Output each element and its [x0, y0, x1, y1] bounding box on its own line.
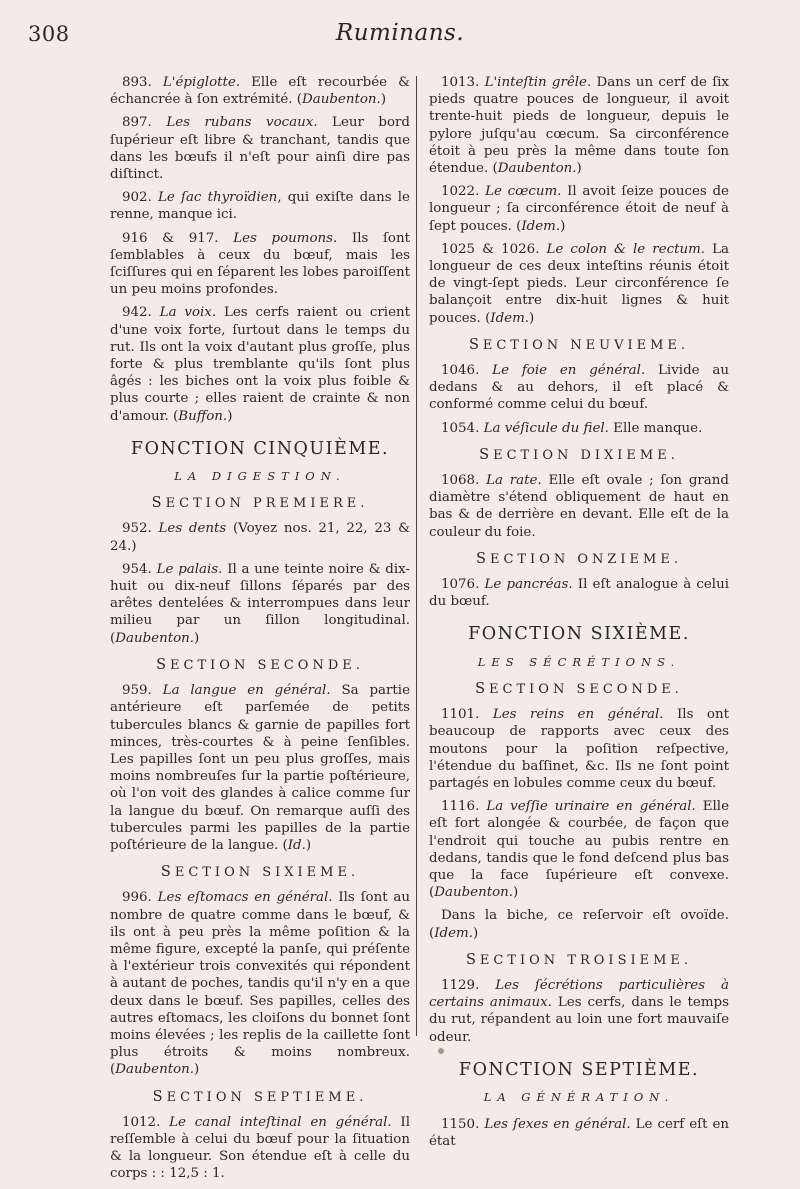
section-rest: ECTION SEPTIEME. [166, 1089, 368, 1105]
section-initial: S [465, 951, 480, 968]
entry-number: 1129. [441, 977, 480, 993]
entry-text: Les cerfs, dans le temps du rut, répandent au loin une fort mauvaiſe odeur. [429, 995, 730, 1045]
entry-number: 954. [122, 561, 152, 577]
section-heading [110, 657, 410, 674]
entry-title: Les ſexes en général. [484, 1117, 631, 1133]
entry-number: 1025 & 1026. [441, 241, 540, 257]
entry-number: 1068. [441, 473, 480, 489]
section-initial: S [468, 336, 483, 353]
entry-number: 902. [122, 190, 152, 206]
entry-text: Il eſt analogue à celui du bœuf. [429, 577, 729, 610]
section-rest: ECTION SECONDE. [489, 681, 683, 697]
entry-title: Le ſac thyroïdien [158, 190, 278, 206]
entry-title: Le palais. [156, 561, 223, 577]
entry-close: ) [194, 630, 200, 646]
section-rest: ECTION DIXIEME. [493, 447, 679, 463]
article-entry [110, 682, 410, 854]
entry-number: 942. [122, 305, 152, 321]
entry-close: ) [513, 885, 519, 901]
section-heading [429, 447, 729, 464]
entry-title: Les ſécrétions particulières à certains animaux. [429, 977, 729, 1011]
section-heading [429, 952, 729, 969]
article-entry [429, 420, 729, 437]
entry-title: Les poumons. [233, 230, 338, 246]
entry-close: ) [305, 837, 312, 853]
section-heading [429, 337, 729, 354]
entry-title: La langue en général. [162, 683, 331, 699]
article-entry [429, 74, 729, 177]
entry-close: ) [227, 408, 233, 424]
entry-text: Dans un cerf de ſix pieds quatre pouces de longueur, il avoit trente-huit pieds de longueur, depuis le pylore juſqu'au cœcum. Sa circonférence étoit à peu près la même dans toute ſon étendue. ( [429, 75, 729, 177]
entry-source: Id. [287, 837, 306, 853]
fonction-heading: FONCTION SIXIÈME. [468, 624, 690, 645]
entry-text: Ils ſont au nombre de quatre comme dans le bœuf, & ils ont à peu près la même poſition & la même figure, excepté la panſe, qui préſente à l'extérieur trois convexités qui répondent à autant de poches, tandis qu'il n'y en a que deux dans le bœuf. Ses papilles, celles des autres eſtomacs, les cloiſons du bonnet ſont moins élevées ; les replis de la caillette ſont plus étroits & moins nombreux. ( [110, 890, 410, 1078]
article-entry [110, 561, 410, 647]
entry-title: Le colon & le rectum. [546, 241, 706, 257]
section-rest: ECTION SIXIEME. [174, 865, 360, 881]
fonction-heading: FONCTION CINQUIÈME. [130, 438, 390, 459]
article-entry [429, 362, 729, 414]
entry-text: La longueur de ces deux inteſtins réunis étoit de vingt-ſept pieds. Leur circonférence ſe balançoit entre dix-huit lignes & huit pouces. ( [429, 241, 729, 326]
entry-number: 1116. [441, 799, 480, 815]
entry-text: Elle manque. [608, 420, 703, 436]
entry-text: Elle eſt ovale ; ſon grand diamètre s'étend obliquement de haut en bas & de derrière en devant. Elle eſt de la couleur du foie. [429, 473, 729, 540]
entry-title: L'épiglotte. [162, 75, 241, 90]
entry-source: Idem. [490, 310, 530, 326]
running-title: Ruminans. [335, 20, 465, 46]
entry-title: La voix. [159, 305, 217, 321]
fonction-subtitle: LA DIGESTION. [174, 469, 346, 484]
section-heading [110, 864, 410, 881]
entry-close: ) [472, 925, 479, 941]
entry-title: Le cœcum. [485, 184, 562, 200]
ink-mark [438, 1048, 444, 1054]
fonction-subtitle: LA GÉNÉRATION. [483, 1089, 675, 1104]
entry-source: Daubenton. [434, 885, 514, 901]
section-heading [110, 495, 410, 512]
section-initial: S [475, 680, 490, 697]
column-divider [416, 76, 417, 1036]
entry-number: 1054. [441, 420, 480, 436]
section-initial: S [156, 656, 171, 673]
entry-number: 1076. [441, 577, 480, 593]
entry-number: 1046. [441, 363, 480, 379]
article-entry [110, 520, 410, 554]
entry-title: Le pancréas. [484, 577, 573, 593]
article-entry [110, 230, 410, 299]
entry-title: Le canal inteſtinal en général. [169, 1114, 392, 1130]
entry-number: 996. [122, 890, 152, 906]
entry-close: ) [194, 1062, 200, 1078]
entry-source: Idem. [521, 218, 561, 234]
section-initial: S [160, 864, 175, 881]
fonction-heading: FONCTION SEPTIÈME. [458, 1059, 700, 1080]
section-heading [110, 1089, 410, 1106]
entry-source: Daubenton. [115, 1062, 195, 1078]
section-initial: S [152, 1088, 167, 1105]
section-initial: S [151, 495, 166, 512]
article-entry [110, 1114, 410, 1183]
left-column [110, 74, 410, 1189]
entry-close: ) [576, 161, 582, 177]
section-rest: ECTION ONZIEME. [489, 551, 682, 567]
article-entry [110, 304, 410, 424]
entry-text: Il a une teinte noire & dix-huit ou dix-neuf ſillons ſéparés par des arêtes dentelées & interrompues dans leur milieu par un ſillon longitudinal. ( [110, 561, 410, 646]
entry-number: 916 & 917. [122, 230, 219, 246]
entry-number: 1013. [441, 75, 480, 90]
section-initial: S [479, 446, 494, 463]
entry-close: ) [380, 92, 387, 108]
entry-text: Le cerf eſt en état [429, 1117, 729, 1150]
entry-title: Le foie en général. [492, 363, 646, 379]
section-rest: ECTION SECONDE. [170, 657, 364, 673]
article-paragraph [429, 907, 729, 941]
entry-number: 1022. [441, 184, 480, 200]
entry-text: Dans la biche, ce reſervoir eſt ovoïde. ( [429, 908, 729, 941]
entry-source: Daubenton. [115, 630, 195, 646]
entry-text: (Voyez nos. 21, 22, 23 & 24.) [110, 521, 410, 554]
article-entry [110, 189, 410, 223]
article-entry [110, 74, 410, 108]
fonction-subtitle: LES SÉCRÉTIONS. [477, 654, 681, 669]
entry-text: Ils ſont ſemblables à ceux du bœuf, mais les ſciſſures qui en ſéparent les lobes paroiſſent un peu moins profondes. [110, 230, 411, 298]
section-rest: ECTION PREMIERE. [165, 496, 369, 512]
entry-text: Leur bord ſupérieur eſt libre & tranchant, tandis que dans les bœufs il n'eſt pour ainſi dire pas diſtinct. [110, 115, 410, 183]
article-entry [429, 576, 729, 610]
section-heading [429, 681, 729, 698]
entry-number: 1101. [441, 707, 480, 723]
entry-text: Livide au dedans & au dehors, il eſt placé & conformé comme celui du bœuf. [429, 363, 729, 413]
section-rest: ECTION TROISIEME. [479, 952, 693, 968]
article-entry [429, 241, 729, 327]
entry-text: Il reſſemble à celui du bœuf pour la ſituation & la longueur. Son étendue eſt à celle du corps : : 12,5 : 1. [110, 1114, 410, 1182]
entry-source: Buffon. [178, 408, 228, 424]
entry-text: Ils ont beaucoup de rapports avec ceux des moutons pour la poſition reſpective, l'étendue du baſſinet, &c. Ils ne ſont point partagés en lobules comme ceux du bœuf. [429, 707, 729, 791]
entry-text: , qui exiſte dans le renne, manque ici. [110, 190, 410, 223]
entry-number: 893. [122, 75, 152, 90]
entry-text: Elle eſt recourbée & échancrée à ſon extrémité. ( [110, 75, 410, 108]
entry-title: L'inteſtin grêle. [484, 75, 592, 90]
article-entry [110, 889, 410, 1078]
section-rest: ECTION NEUVIEME. [482, 337, 690, 353]
article-entry [429, 183, 729, 235]
article-entry [429, 706, 729, 792]
article-entry [110, 114, 410, 183]
section-initial: S [476, 550, 490, 567]
entry-number: 1012. [122, 1114, 161, 1130]
entry-title: Les rubans vocaux. [166, 115, 318, 131]
article-entry [429, 472, 729, 541]
entry-source: Daubenton. [497, 161, 577, 177]
entry-number: 1150. [441, 1117, 480, 1133]
entry-close: ) [529, 310, 535, 326]
article-entry [429, 798, 729, 901]
entry-title: La rate. [486, 473, 542, 489]
entry-text: Sa partie antérieure eſt parſemée de petits tubercules blancs & garnie de papilles fort minces, très-courtes & à peine ſenſibles. Les papilles ſont un peu plus groſſes, mais moins nombreuſes ſur la partie poſtérieure, où l'on voit des glandes à calice comme ſur la langue du bœuf. On remarque auſſi des tubercules parmi les papilles de la partie poſtérieure de la langue. ( [110, 683, 410, 853]
entry-title: Les eſtomacs en général. [157, 890, 333, 906]
entry-title: Les reins en général. [492, 707, 664, 723]
entry-number: 897. [122, 115, 152, 131]
entry-close: ) [560, 218, 566, 234]
section-heading [429, 551, 729, 568]
entry-number: 959. [122, 683, 152, 699]
entry-source: Idem. [434, 925, 473, 941]
page-number: 308 [28, 22, 70, 46]
entry-text: Il avoit ſeize pouces de longueur ; ſa circonférence étoit de neuf à ſept pouces. ( [429, 184, 729, 234]
entry-title: La véſicule du fiel. [483, 420, 609, 436]
entry-number: 952. [122, 521, 152, 537]
entry-text: Elle eſt fort alongée & courbée, de façon que l'endroit qui touche au pubis rentre en dedans, tandis que le fond deſcend plus bas que la face ſupérieure eſt convexe. ( [429, 799, 729, 901]
entry-source: Daubenton. [302, 92, 381, 108]
entry-title: La veſſie urinaire en général. [486, 799, 696, 815]
entry-title: Les dents [158, 521, 227, 537]
article-entry [429, 977, 729, 1046]
entry-text: Les cerfs raient ou crient d'une voix forte, ſurtout dans le temps du rut. Ils ont la voix d'autant plus groſſe, plus forte & plus tremblante qu'ils ſont plus âgés : les biches ont la voix plus foible & plus courte ; elles raient de crainte & non d'amour. ( [110, 305, 410, 424]
article-entry [429, 1116, 729, 1150]
right-column [429, 74, 729, 1157]
